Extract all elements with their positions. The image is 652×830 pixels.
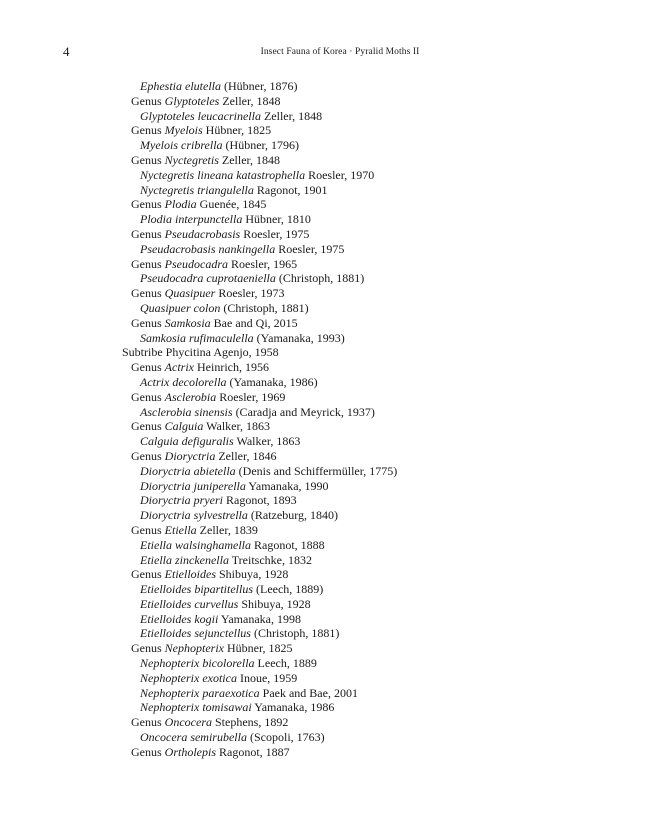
taxon-authority: Guenée, 1845 [196,197,267,212]
taxon-name: Calguia defiguralis [140,434,234,449]
entry-prefix: Genus [131,419,165,434]
taxon-name: Myelois [164,123,203,138]
taxon-name: Nyctegretis [164,152,219,167]
taxon-name: Nephopterix paraexotica [140,685,260,700]
taxon-authority: Bae and Qi, 2015 [210,315,298,330]
species-entry [0,331,652,346]
taxon-authority: Zeller, 1848 [260,108,323,123]
taxon-authority: Stephens, 1892 [212,715,289,730]
entry-prefix: Genus [131,226,165,241]
taxon-authority: Zeller, 1846 [215,448,277,463]
taxon-authority: (Christoph, 1881) [220,300,309,315]
taxon-name: Nephopterix tomisawai [140,700,252,715]
entry-prefix: Genus [131,360,165,375]
taxon-authority: (Scopoli, 1763) [246,730,325,745]
taxon-authority: (Leech, 1889) [253,582,324,597]
taxon-name: Dioryctria abietella [140,463,236,478]
species-entry [0,242,652,257]
taxon-name: Pseudacrobasis [164,226,241,241]
taxon-authority: Roesler, 1969 [216,389,286,404]
species-entry [0,700,652,715]
taxon-authority: (Caradja and Meyrick, 1937) [232,404,375,419]
entry-prefix: Genus [131,256,165,271]
taxon-authority: (Ratzeburg, 1840) [247,508,338,523]
genus-entry [0,286,652,301]
taxon-name: Ephestia elutella [140,79,221,93]
species-entry [0,168,652,183]
entry-prefix: Genus [131,448,165,463]
species-entry [0,434,652,449]
species-entry [0,79,652,94]
taxon-authority: Hübner, 1825 [224,641,293,656]
genus-entry [0,360,652,375]
taxon-authority: (Hübner, 1796) [222,138,300,153]
taxon-name: Nyctegretis triangulella [140,182,254,197]
taxon-authority: Paek and Bae, 2001 [259,685,358,700]
entry-prefix: Genus [131,197,165,212]
taxon-authority: Leech, 1889 [254,656,317,671]
species-entry [0,597,652,612]
genus-entry [0,523,652,538]
taxon-name: Nephopterix [164,641,224,656]
entry-prefix: Genus [131,641,165,656]
genus-entry [0,419,652,434]
species-entry [0,109,652,124]
taxon-authority: Yamanaka, 1986 [251,700,335,715]
genus-entry [0,567,652,582]
taxon-authority: Yamanaka, 1990 [245,478,329,493]
genus-entry [0,257,652,272]
taxon-name: Oncocera [164,715,212,730]
taxon-name: Samkosia [164,315,211,330]
entry-prefix: Genus [131,744,165,759]
taxon-name: Etielloides curvellus [140,596,239,611]
taxon-name: Asclerobia sinensis [140,404,233,419]
taxon-name: Oncocera semirubella [140,730,247,745]
taxon-name: Quasipuer [164,286,216,301]
taxon-name: Nephopterix exotica [140,670,237,685]
species-entry [0,375,652,390]
taxon-authority: Hübner, 1825 [202,123,272,138]
taxon-name: Dioryctria sylvestrella [140,508,248,523]
taxon-name: Etielloides kogii [140,611,219,626]
genus-entry [0,94,652,109]
genus-entry [0,197,652,212]
species-entry [0,553,652,568]
species-entry [0,183,652,198]
taxon-name: Nyctegretis lineana katastrophella [140,167,306,182]
taxon-authority: Shibuya, 1928 [238,596,311,611]
entry-prefix: Genus [131,93,165,108]
species-entry [0,730,652,745]
taxon-name: Etielloides bipartitellus [140,582,253,597]
genus-entry [0,227,652,242]
species-entry [0,212,652,227]
taxon-authority: Treitschke, 1832 [228,552,312,567]
genus-entry [0,316,652,331]
genus-entry [0,390,652,405]
taxon-name: Pseudocadra [164,256,228,271]
taxon-name: Plodia interpunctella [140,212,243,227]
species-entry [0,626,652,641]
taxon-name: Dioryctria pryeri [140,493,223,508]
taxon-authority: (Yamanaka, 1993) [253,330,345,345]
taxon-name: Etielloides sejunctellus [140,626,251,641]
species-entry [0,508,652,523]
entry-prefix: Genus [131,715,165,730]
taxon-authority: Zeller, 1839 [196,522,258,537]
taxon-name: Etiella walsinghamella [140,537,251,552]
taxon-authority: Inoue, 1959 [236,670,298,685]
subtribe-entry [0,345,652,360]
taxon-authority: Zeller, 1848 [218,152,281,167]
genus-entry [0,449,652,464]
taxon-name: Actrix [164,360,194,375]
species-entry [0,582,652,597]
genus-entry [0,715,652,730]
entry-prefix: Genus [131,567,165,582]
taxon-name: Dioryctria [164,448,216,463]
taxon-name: Actrix decolorella [140,374,227,389]
taxon-authority: (Christoph, 1881) [275,271,365,286]
taxon-list [0,79,652,760]
taxon-name: Glyptoteles leucacrinella [140,108,261,123]
taxon-name: Pseudocadra cuprotaeniella [140,271,276,286]
genus-entry [0,123,652,138]
species-entry [0,538,652,553]
taxon-authority: Walker, 1863 [203,419,270,434]
entry-prefix: Genus [131,123,165,138]
page-number: 4 [63,44,70,59]
taxon-authority: Ragonot, 1887 [216,744,290,759]
taxon-authority: (Denis and Schiffermüller, 1775) [235,463,398,478]
taxon-name: Pseudacrobasis nankingella [140,241,276,256]
taxon-name: Ortholepis [164,744,217,759]
entry-prefix: Genus [131,522,165,537]
genus-entry [0,153,652,168]
species-entry [0,656,652,671]
taxon-name: Plodia [164,197,197,212]
taxon-name: Calguia [164,419,204,434]
taxon-authority: Hübner, 1810 [242,212,311,227]
species-entry [0,479,652,494]
taxon-authority: Roesler, 1975 [275,241,345,256]
taxon-authority: Heinrich, 1956 [194,360,269,375]
species-entry [0,138,652,153]
taxon-name: Glyptoteles [164,93,220,108]
species-entry [0,301,652,316]
species-entry [0,686,652,701]
species-entry [0,271,652,286]
taxon-name: Etielloides [164,567,216,582]
species-entry [0,612,652,627]
taxon-authority: Ragonot, 1888 [251,537,325,552]
taxon-authority: Ragonot, 1901 [253,182,328,197]
entry-prefix: Genus [131,152,165,167]
running-head: Insect Fauna of Korea · Pyralid Moths II [260,47,420,57]
entry-prefix: Genus [131,286,165,301]
entry-prefix: Subtribe Phycitina Agenjo, 1958 [122,345,279,360]
genus-entry [0,745,652,760]
taxon-authority: (Hübner, 1876) [220,79,298,93]
taxon-name: Asclerobia [164,389,217,404]
taxon-name: Nephopterix bicolorella [140,656,255,671]
entry-prefix: Genus [131,389,165,404]
taxon-authority: Zeller, 1848 [219,93,281,108]
taxon-name: Samkosia rufimaculella [140,330,254,345]
species-entry [0,671,652,686]
entry-prefix: Genus [131,315,165,330]
taxon-name: Etiella [164,522,197,537]
taxon-name: Quasipuer colon [140,300,221,315]
taxon-authority: Yamanaka, 1998 [218,611,301,626]
species-entry [0,405,652,420]
taxon-authority: (Yamanaka, 1986) [226,374,318,389]
taxon-authority: Walker, 1863 [233,434,301,449]
taxon-authority: Roesler, 1965 [228,256,298,271]
species-entry [0,493,652,508]
taxon-name: Etiella zinckenella [140,552,229,567]
species-entry [0,464,652,479]
taxon-authority: (Christoph, 1881) [250,626,340,641]
genus-entry [0,641,652,656]
taxon-authority: Ragonot, 1893 [223,493,297,508]
taxon-authority: Roesler, 1975 [240,226,310,241]
taxon-authority: Shibuya, 1928 [216,567,289,582]
taxon-authority: Roesler, 1970 [305,167,375,182]
taxon-authority: Roesler, 1973 [215,286,285,301]
taxon-name: Dioryctria juniperella [140,478,246,493]
taxon-name: Myelois cribrella [140,138,223,153]
